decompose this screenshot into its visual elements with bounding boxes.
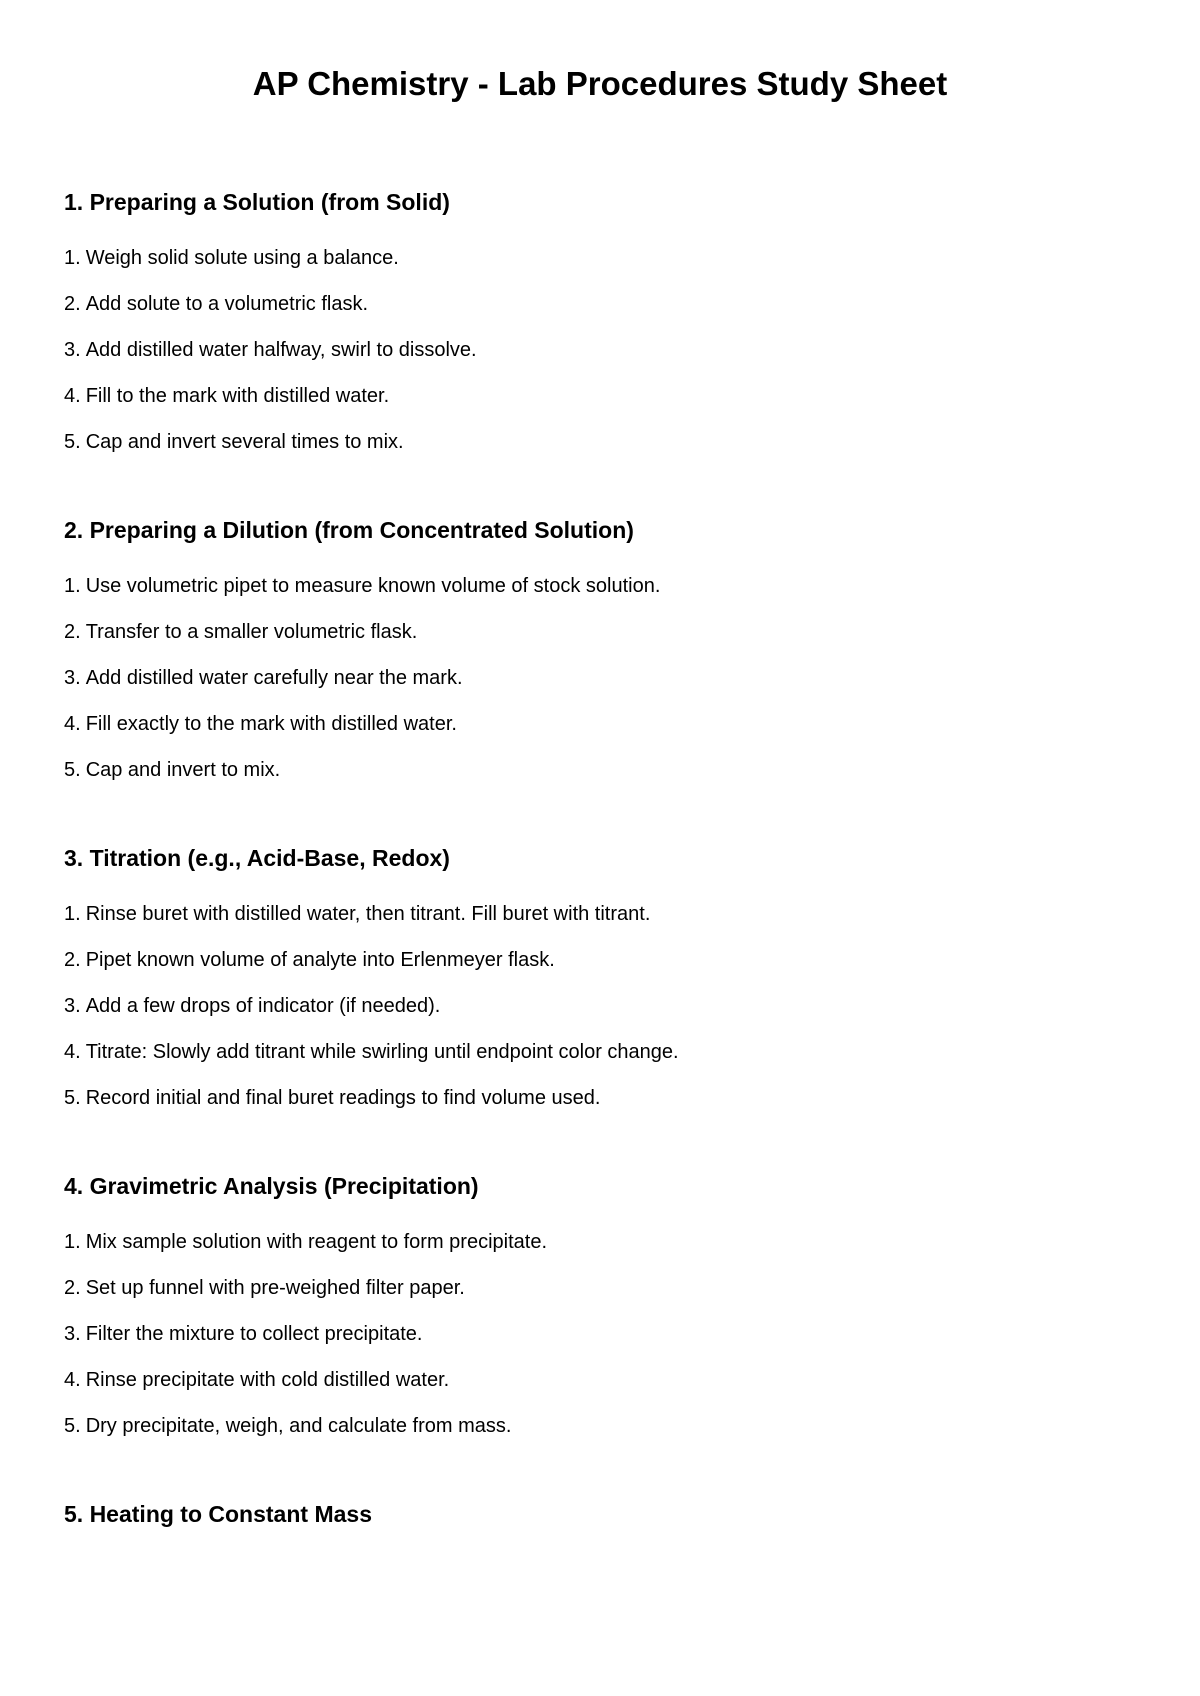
list-item [64, 428, 1124, 456]
list-item [64, 382, 1124, 410]
list-item [64, 900, 1124, 928]
step-text: Rinse precipitate with cold distilled water. [85, 1369, 450, 1391]
step-number: 3. [64, 667, 81, 689]
step-number: 4. [64, 385, 81, 407]
step-text: Add a few drops of indicator (if needed). [85, 995, 441, 1017]
step-text: Add distilled water carefully near the mark. [85, 667, 463, 689]
step-text: Fill exactly to the mark with distilled water. [85, 713, 457, 735]
step-number: 4. [64, 1369, 81, 1391]
step-number: 2. [64, 1277, 81, 1299]
step-number: 3. [64, 995, 81, 1017]
document-title: AP Chemistry - Lab Procedures Study Sheet [252, 65, 948, 102]
step-number: 1. [64, 1231, 81, 1253]
step-text: Cap and invert several times to mix. [85, 431, 404, 453]
section-heading: 2. Preparing a Dilution (from Concentrated Solution) [64, 517, 634, 543]
step-text: Set up funnel with pre-weighed filter paper. [85, 1277, 465, 1299]
step-text: Add solute to a volumetric flask. [85, 293, 369, 315]
list-item [64, 1412, 1124, 1440]
step-number: 2. [64, 293, 81, 315]
list-item [64, 710, 1124, 738]
step-number: 3. [64, 339, 81, 361]
step-number: 1. [64, 575, 81, 597]
section-gravimetric-analysis [64, 1170, 1124, 1458]
section-titration [64, 842, 1124, 1130]
step-number: 5. [64, 1415, 81, 1437]
step-number: 5. [64, 1087, 81, 1109]
section-heading: 4. Gravimetric Analysis (Precipitation) [64, 1173, 479, 1199]
step-list [64, 244, 1124, 456]
step-number: 4. [64, 713, 81, 735]
step-number: 2. [64, 621, 81, 643]
step-text: Use volumetric pipet to measure known volume of stock solution. [85, 575, 661, 597]
section-preparing-dilution [64, 514, 1124, 802]
step-text: Fill to the mark with distilled water. [85, 385, 390, 407]
step-text: Add distilled water halfway, swirl to dissolve. [85, 339, 477, 361]
list-item [64, 992, 1124, 1020]
step-text: Filter the mixture to collect precipitate. [85, 1323, 423, 1345]
section-heating-constant-mass [64, 1498, 1124, 1530]
step-number: 5. [64, 431, 81, 453]
list-item [64, 336, 1124, 364]
list-item [64, 290, 1124, 318]
step-number: 2. [64, 949, 81, 971]
step-text: Dry precipitate, weigh, and calculate from mass. [85, 1415, 512, 1437]
section-heading: 3. Titration (e.g., Acid-Base, Redox) [64, 845, 450, 871]
step-number: 1. [64, 247, 81, 269]
list-item [64, 618, 1124, 646]
list-item [64, 664, 1124, 692]
step-text: Transfer to a smaller volumetric flask. [85, 621, 418, 643]
step-number: 3. [64, 1323, 81, 1345]
step-list [64, 900, 1124, 1112]
step-text: Mix sample solution with reagent to form precipitate. [85, 1231, 548, 1253]
step-text: Cap and invert to mix. [85, 759, 281, 781]
list-item [64, 244, 1124, 272]
list-item [64, 1038, 1124, 1066]
step-text: Record initial and final buret readings to find volume used. [85, 1087, 601, 1109]
step-list [64, 1228, 1124, 1440]
step-text: Rinse buret with distilled water, then titrant. Fill buret with titrant. [85, 903, 651, 925]
step-list [64, 572, 1124, 784]
step-number: 1. [64, 903, 81, 925]
list-item [64, 1084, 1124, 1112]
list-item [64, 1274, 1124, 1302]
section-preparing-solution [64, 186, 1124, 474]
section-heading: 5. Heating to Constant Mass [64, 1501, 372, 1527]
section-heading: 1. Preparing a Solution (from Solid) [64, 189, 450, 215]
step-text: Weigh solid solute using a balance. [85, 247, 399, 269]
list-item [64, 1320, 1124, 1348]
step-text: Pipet known volume of analyte into Erlenmeyer flask. [85, 949, 555, 971]
list-item [64, 572, 1124, 600]
step-number: 4. [64, 1041, 81, 1063]
list-item [64, 1228, 1124, 1256]
step-text: Titrate: Slowly add titrant while swirling until endpoint color change. [85, 1041, 679, 1063]
step-number: 5. [64, 759, 81, 781]
list-item [64, 1366, 1124, 1394]
list-item [64, 946, 1124, 974]
list-item [64, 756, 1124, 784]
